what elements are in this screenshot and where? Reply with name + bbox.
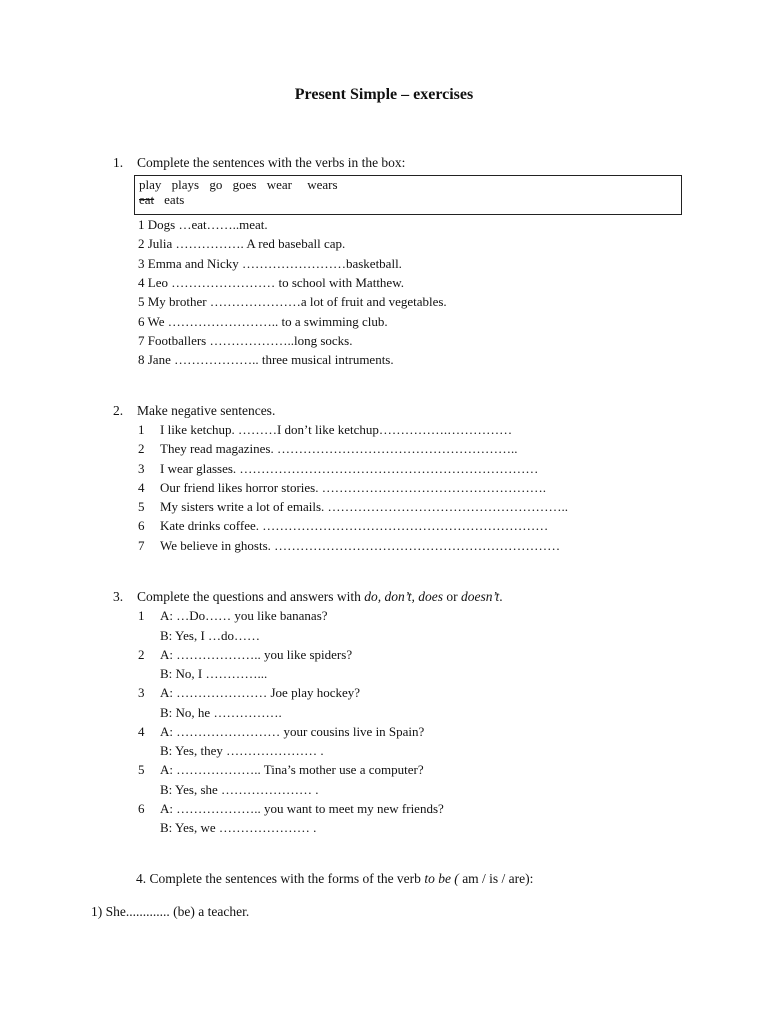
item-number: 4 xyxy=(138,724,145,739)
exercise-2-item xyxy=(138,461,538,477)
question-text: A: ……………….. Tina’s mother use a computer? xyxy=(160,762,424,777)
verb-box-row-2 xyxy=(139,192,677,207)
item-number: 3 xyxy=(138,685,145,700)
exercise-2-item xyxy=(138,499,568,515)
verb-box-row-1 xyxy=(139,177,677,192)
exercise-3-or: or xyxy=(442,589,461,604)
exercise-3-words: do, don’t, does xyxy=(364,589,443,604)
exercise-2-item xyxy=(138,518,548,534)
exercise-1-item: 4 Leo …………………… to school with Matthew. xyxy=(138,275,404,290)
verb-box xyxy=(134,175,682,215)
item-number: 5 xyxy=(138,499,145,514)
exercise-4-item: 1) She............. (be) a teacher. xyxy=(91,904,250,919)
exercise-3-answer: B: Yes, I …do…… xyxy=(160,628,261,643)
exercise-3-answer: B: No, he ……………. xyxy=(160,705,282,720)
exercise-3-question xyxy=(138,608,328,624)
exercise-3-question xyxy=(138,762,424,778)
exercise-3-answer: B: Yes, we ………………… . xyxy=(160,820,317,835)
verb-word: wear xyxy=(266,177,292,192)
question-text: A: …………………… your cousins live in Spain? xyxy=(160,724,425,739)
exercise-2-number: 2. xyxy=(113,403,124,418)
exercise-3-answer: B: Yes, she ………………… . xyxy=(160,782,319,797)
item-number: 6 xyxy=(138,518,145,533)
item-number: 3 xyxy=(138,461,145,476)
exercise-3-last-word: doesn’t xyxy=(460,589,500,604)
exercise-4-forms: am / is / are): xyxy=(458,871,534,886)
question-text: A: ……………….. you want to meet my new friends? xyxy=(160,801,444,816)
exercise-4-instruction: 4. Complete the sentences with the forms of the verb xyxy=(136,871,425,886)
question-text: A: ……………….. you like spiders? xyxy=(160,647,353,662)
exercise-2-item xyxy=(138,480,546,496)
item-text: I like ketchup. ………I don’t like ketchup…………….…………… xyxy=(160,422,513,437)
verb-word: eats xyxy=(164,192,185,207)
exercise-1-item: 1 Dogs …eat……..meat. xyxy=(138,217,268,232)
exercise-3-question xyxy=(138,801,444,817)
exercise-3-question xyxy=(138,647,352,663)
exercise-1-item: 3 Emma and Nicky ……………………basketball. xyxy=(138,256,402,271)
item-number: 1 xyxy=(138,422,145,437)
item-number: 1 xyxy=(138,608,145,623)
item-text: We believe in ghosts. ………………………………………………………… xyxy=(160,538,561,553)
exercise-1-number: 1. xyxy=(113,155,124,170)
exercise-2-item xyxy=(138,422,512,438)
item-number: 6 xyxy=(138,801,145,816)
item-text: Kate drinks coffee. ………………………………………………………… xyxy=(160,518,549,533)
verb-word: play xyxy=(139,177,162,192)
exercise-1-item: 5 My brother …………………a lot of fruit and vegetables. xyxy=(138,294,447,309)
exercise-1-item: 6 We …………………….. to a swimming club. xyxy=(138,314,388,329)
exercise-1-item: 7 Footballers ………………..long socks. xyxy=(138,333,353,348)
verb-word: plays xyxy=(171,177,200,192)
item-text: My sisters write a lot of emails. ……………………………………………….. xyxy=(160,499,569,514)
exercise-1-instruction: Complete the sentences with the verbs in the box: xyxy=(137,155,406,170)
verb-word: wears xyxy=(307,177,338,192)
exercise-1-item: 8 Jane ……………….. three musical intruments. xyxy=(138,352,394,367)
exercise-1-item: 2 Julia ……………. A red baseball cap. xyxy=(138,236,346,251)
exercise-4-verb: to be ( xyxy=(424,871,459,886)
verb-word-struck: eat xyxy=(139,192,155,207)
verb-word: go xyxy=(209,177,223,192)
exercise-2-item xyxy=(138,441,517,457)
exercise-2-instruction: Make negative sentences. xyxy=(137,403,276,418)
exercise-3-instruction: Complete the questions and answers with xyxy=(137,589,365,604)
exercise-2-heading xyxy=(113,403,275,419)
exercise-2-item xyxy=(138,538,560,554)
page-title: Present Simple – exercises xyxy=(294,86,474,103)
item-number: 5 xyxy=(138,762,145,777)
item-number: 2 xyxy=(138,441,145,456)
exercise-3-question xyxy=(138,685,360,701)
exercise-4-heading xyxy=(136,871,533,887)
item-number: 4 xyxy=(138,480,145,495)
exercise-3-answer: B: Yes, they ………………… . xyxy=(160,743,324,758)
item-text: I wear glasses. …………………………………………………………… xyxy=(160,461,539,476)
exercise-3-answer: B: No, I …………... xyxy=(160,666,268,681)
exercise-3-period: . xyxy=(499,589,503,604)
question-text: A: ………………… Joe play hockey? xyxy=(160,685,361,700)
item-number: 2 xyxy=(138,647,145,662)
question-text: A: …Do…… you like bananas? xyxy=(160,608,328,623)
exercise-3-heading xyxy=(113,589,503,605)
exercise-1-heading xyxy=(113,155,405,171)
item-number: 7 xyxy=(138,538,145,553)
exercise-3-number: 3. xyxy=(113,589,124,604)
exercise-3-question xyxy=(138,724,424,740)
item-text: Our friend likes horror stories. ……………………………………………. xyxy=(160,480,546,495)
verb-word: goes xyxy=(232,177,257,192)
item-text: They read magazines. ……………………………………………….. xyxy=(160,441,518,456)
